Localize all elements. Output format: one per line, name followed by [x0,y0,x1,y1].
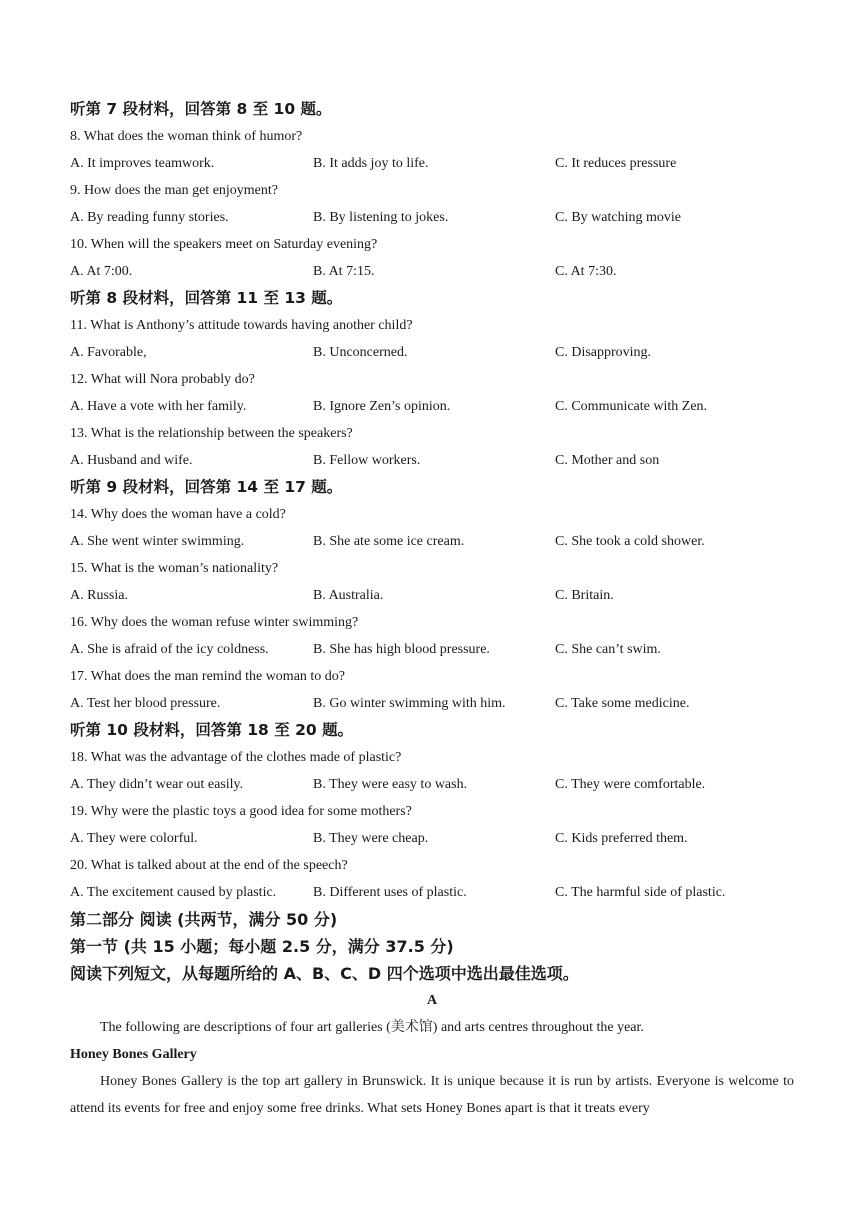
option-a: A. She went winter swimming. [70,534,245,549]
answer-options [70,879,794,906]
answer-options [70,528,794,555]
option-b: B. Different uses of plastic. [313,885,467,900]
option-a: A. At 7:00. [70,264,133,279]
option-a: A. They didn’t wear out easily. [70,777,244,792]
question-stem: 16. Why does the woman refuse winter swimming? [70,615,359,630]
answer-options [70,636,794,663]
question-stem: 13. What is the relationship between the speakers? [70,426,353,441]
option-b: B. Unconcerned. [313,345,408,360]
option-a: A. They were colorful. [70,831,198,846]
section-heading: 第一节 (共 15 小题；每小题 2.5 分，满分 37.5 分) [70,937,454,956]
option-c: C. She can’t swim. [555,642,661,657]
question-stem: 14. Why does the woman have a cold? [70,507,286,522]
option-c: C. Take some medicine. [555,696,690,711]
question-stem: 18. What was the advantage of the clothes made of plastic? [70,750,402,765]
question-stem: 9. How does the man get enjoyment? [70,183,279,198]
passage-paragraph: Honey Bones Gallery is the top art gallery in Brunswick. It is unique because it is run by artists. Everyone is welcome to attend its events for free and enjoy some free drinks. What sets Honey Bones apart is that it treats every [70,1074,794,1116]
passage-label: A [426,993,438,1008]
option-b: B. They were cheap. [313,831,429,846]
question-stem: 8. What does the woman think of humor? [70,129,303,144]
answer-options [70,258,794,285]
section-heading: 听第 9 段材料，回答第 14 至 17 题。 [70,478,343,496]
option-b: B. She has high blood pressure. [313,642,490,657]
answer-options [70,690,794,717]
option-c: C. They were comfortable. [555,777,706,792]
option-c: C. Britain. [555,588,614,603]
option-b: B. Australia. [313,588,384,603]
option-b: B. They were easy to wash. [313,777,468,792]
option-a: A. Test her blood pressure. [70,696,221,711]
answer-options [70,447,794,474]
passage-paragraph: The following are descriptions of four art galleries (美术馆) and arts centres throughout the year. [100,1020,644,1035]
option-b: B. By listening to jokes. [313,210,449,225]
option-a: A. Husband and wife. [70,453,193,468]
answer-options [70,393,794,420]
option-a: A. It improves teamwork. [70,156,215,171]
section-heading: 听第 8 段材料，回答第 11 至 13 题。 [70,289,343,307]
option-a: A. She is afraid of the icy coldness. [70,642,269,657]
option-c: C. It reduces pressure [555,156,677,171]
question-stem: 20. What is talked about at the end of the speech? [70,858,348,873]
exam-page [70,96,794,1122]
option-b: B. Fellow workers. [313,453,421,468]
option-b: B. She ate some ice cream. [313,534,465,549]
option-a: A. The excitement caused by plastic. [70,885,277,900]
option-c: C. Mother and son [555,453,660,468]
section-heading: 第二部分 阅读 (共两节，满分 50 分) [70,910,338,929]
option-c: C. At 7:30. [555,264,617,279]
option-a: A. Have a vote with her family. [70,399,247,414]
option-a: A. By reading funny stories. [70,210,229,225]
answer-options [70,150,794,177]
option-a: A. Favorable, [70,345,147,360]
answer-options [70,825,794,852]
section-heading: 听第 10 段材料，回答第 18 至 20 题。 [70,721,354,739]
option-b: B. Ignore Zen’s opinion. [313,399,451,414]
option-a: A. Russia. [70,588,128,603]
option-c: C. Disapproving. [555,345,652,360]
option-c: C. By watching movie [555,210,681,225]
option-c: C. Communicate with Zen. [555,399,708,414]
option-c: C. Kids preferred them. [555,831,688,846]
question-stem: 10. When will the speakers meet on Saturday evening? [70,237,378,252]
question-stem: 15. What is the woman’s nationality? [70,561,279,576]
option-c: C. She took a cold shower. [555,534,705,549]
question-stem: 17. What does the man remind the woman to do? [70,669,346,684]
answer-options [70,771,794,798]
option-b: B. Go winter swimming with him. [313,696,506,711]
section-heading: 听第 7 段材料，回答第 8 至 10 题。 [70,100,332,118]
answer-options [70,204,794,231]
option-b: B. At 7:15. [313,264,375,279]
section-heading: 阅读下列短文，从每题所给的 A、B、C、D 四个选项中选出最佳选项。 [70,964,579,983]
answer-options [70,339,794,366]
answer-options [70,582,794,609]
question-stem: 12. What will Nora probably do? [70,372,255,387]
option-b: B. It adds joy to life. [313,156,429,171]
question-stem: 19. Why were the plastic toys a good idea for some mothers? [70,804,412,819]
question-stem: 11. What is Anthony’s attitude towards having another child? [70,318,413,333]
gallery-title: Honey Bones Gallery [70,1047,197,1062]
option-c: C. The harmful side of plastic. [555,885,726,900]
